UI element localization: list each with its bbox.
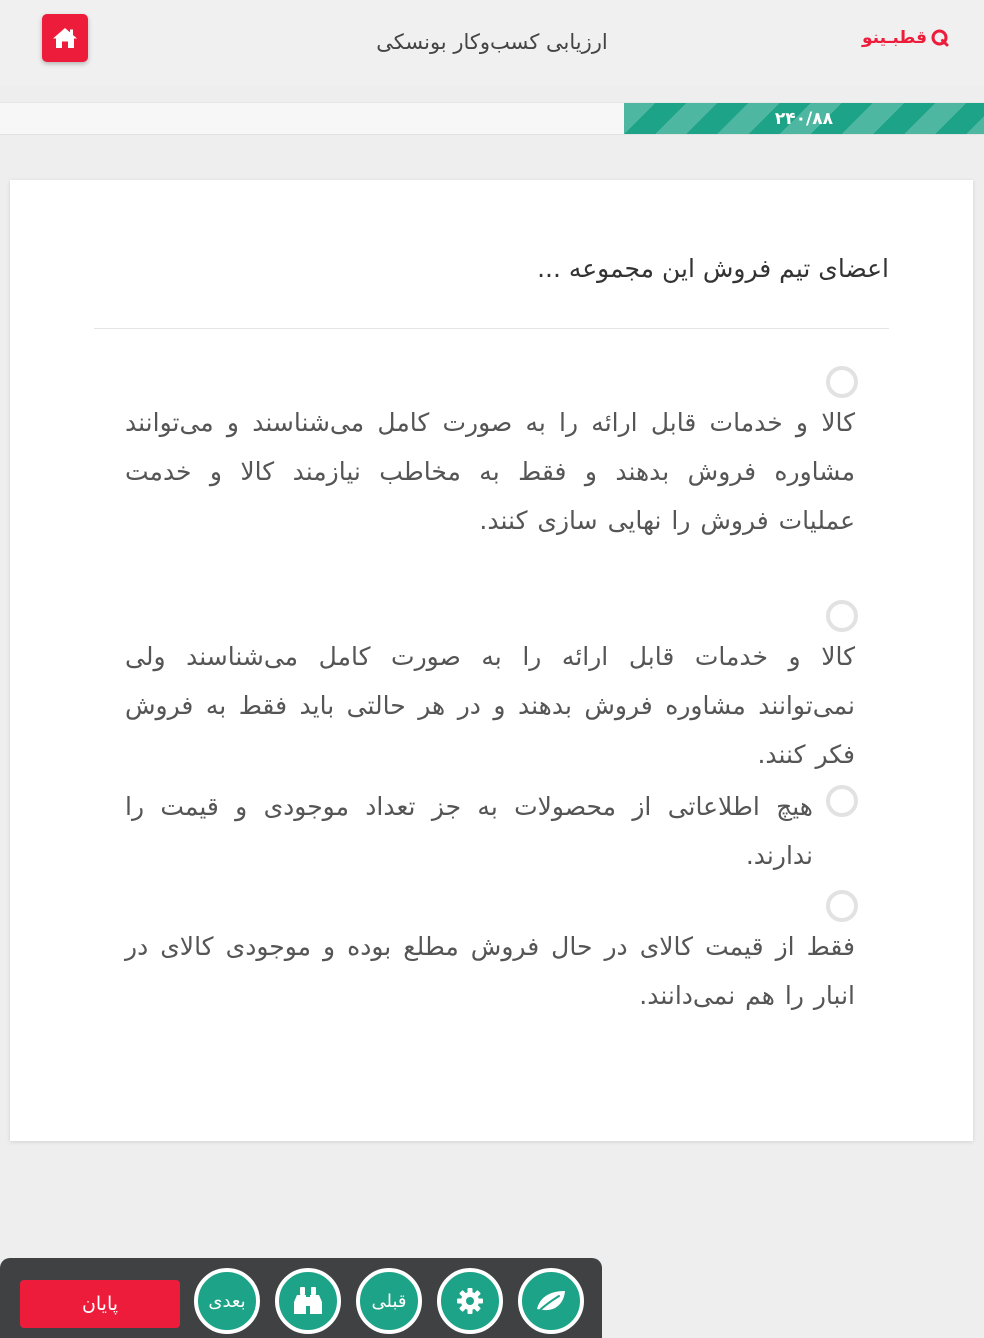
answer-option-1[interactable] bbox=[125, 364, 855, 545]
question-card bbox=[10, 180, 973, 1141]
answer-text-2: کالا و خدمات قابل ارائه را به صورت کامل می‌شناسند ولی نمی‌توانند مشاوره فروش بدهند و در هر حالتی باید فقط به فروش فکر کنند. bbox=[125, 642, 855, 769]
answer-option-4[interactable] bbox=[125, 888, 855, 1020]
binoculars-icon bbox=[290, 1285, 326, 1317]
next-button[interactable] bbox=[194, 1268, 260, 1334]
binoculars-button[interactable] bbox=[275, 1268, 341, 1334]
settings-button[interactable] bbox=[437, 1268, 503, 1334]
progress-fill bbox=[624, 103, 984, 134]
app-header bbox=[0, 0, 984, 86]
gear-icon bbox=[455, 1286, 485, 1316]
leaf-icon bbox=[534, 1287, 568, 1315]
question-text: اعضای تیم فروش این مجموعه ... bbox=[537, 254, 889, 283]
question-divider bbox=[94, 328, 889, 329]
answer-radio-1[interactable] bbox=[826, 366, 858, 398]
answer-radio-4[interactable] bbox=[826, 890, 858, 922]
logo-text: قطبـینو bbox=[862, 28, 927, 48]
progress-bar bbox=[0, 102, 984, 135]
answer-text-1: کالا و خدمات قابل ارائه را به صورت کامل می‌شناسند و می‌توانند مشاوره فروش بدهند و فقط به مخاطب نیازمند کالا و خدمت عملیات فروش را نهایی سازی کنند. bbox=[125, 408, 855, 535]
brand-logo[interactable] bbox=[862, 28, 950, 48]
previous-button-label: قبلی bbox=[371, 1290, 407, 1312]
next-button-label: بعدی bbox=[208, 1290, 246, 1312]
theme-button[interactable] bbox=[518, 1268, 584, 1334]
end-button[interactable]: پایان bbox=[20, 1280, 180, 1328]
answer-option-3[interactable] bbox=[125, 782, 855, 880]
bottom-toolbar bbox=[0, 1258, 602, 1338]
answer-radio-3[interactable] bbox=[826, 785, 858, 817]
page-title: ارزیابی کسب‌وکار بونسکی bbox=[376, 30, 608, 54]
answer-text-3: هیچ اطلاعاتی از محصولات به جز تعداد موجودی و قیمت را ندارند. bbox=[125, 792, 813, 870]
answer-text-4: فقط از قیمت کالای در حال فروش مطلع بوده و موجودی کالای در انبار را هم نمی‌دانند. bbox=[125, 932, 855, 1010]
logo-q-icon bbox=[930, 28, 950, 48]
answer-radio-2[interactable] bbox=[826, 600, 858, 632]
answer-option-2[interactable] bbox=[125, 598, 855, 779]
progress-label: ۲۴۰/۸۸ bbox=[774, 108, 833, 129]
previous-button[interactable] bbox=[356, 1268, 422, 1334]
